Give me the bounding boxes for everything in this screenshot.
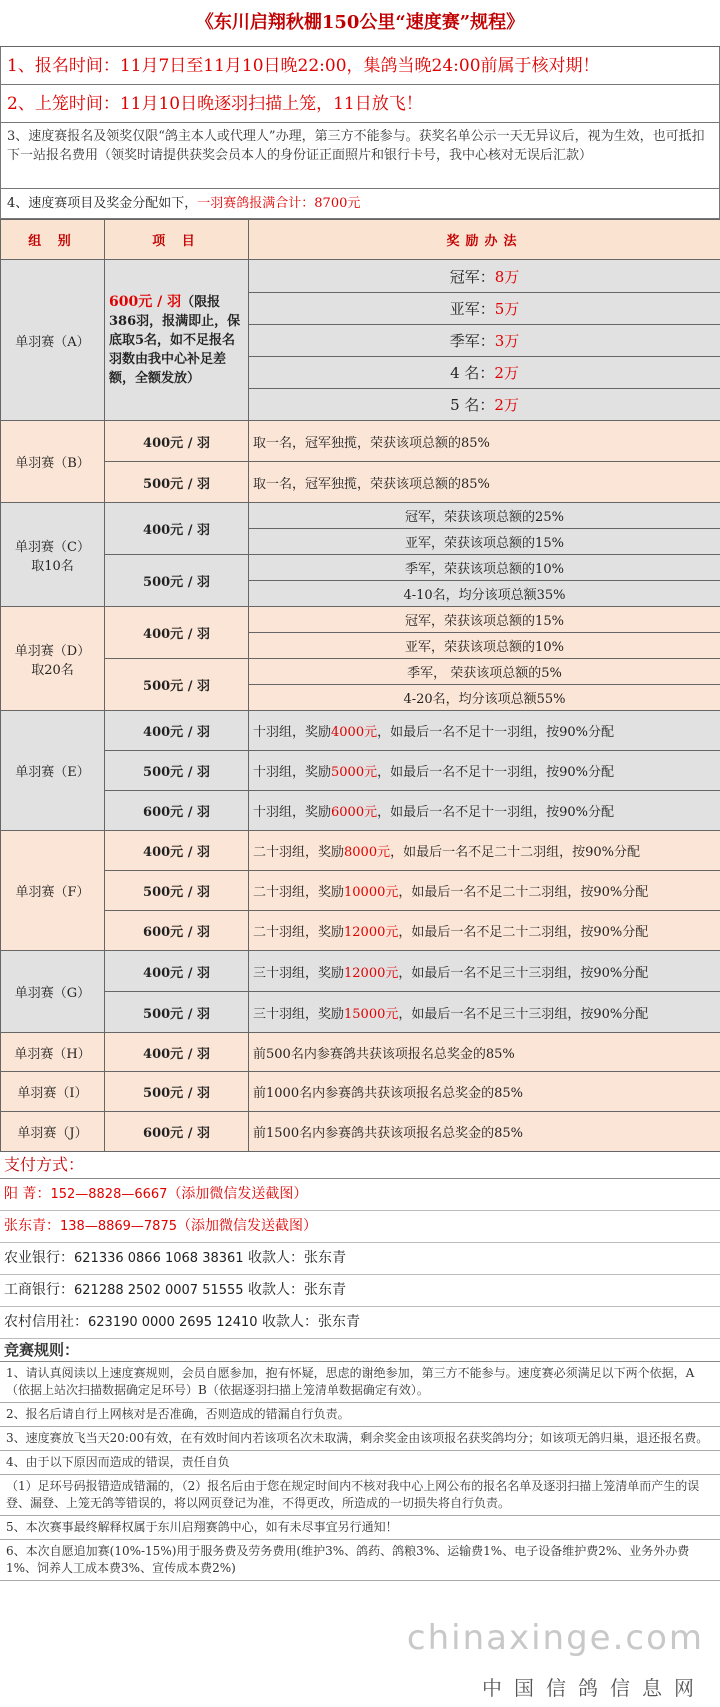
notice-registration-time: 1、报名时间：11月7日至11月10日晚22:00，集鸽当晚24:00前属于核对期！ xyxy=(0,47,720,85)
group-g-reward-1: 三十羽组，奖励12000元，如最后一名不足三十三羽组，按90%分配 xyxy=(249,951,720,992)
group-f-item-3: 600元 / 羽 xyxy=(105,911,249,951)
rule-1: 1、请认真阅读以上速度赛规则，会员自愿参加，抱有怀疑，思虑的谢绝参加，第三方不能参与。速度赛必须满足以下两个依据，A（依据上站次扫描数据确定足环号）B（依据逐羽扫描上笼清单数据确定有效）。 xyxy=(0,1362,720,1403)
rule-4-detail: （1）足环号码报错造成错漏的，（2）报名后由于您在规定时间内不核对我中心上网公布的报名名单及逐羽扫描上笼清单而产生的误登、漏登、上笼无鸽等错误的，将以网页登记为准，不得更改，所造成的一切损失将自行负责。 xyxy=(0,1475,720,1516)
payment-bank-1: 农业银行：621336 0866 1068 38361 收款人：张东青 xyxy=(0,1243,720,1275)
group-f-reward-3: 二十羽组，奖励12000元，如最后一名不足二十二羽组，按90%分配 xyxy=(249,911,720,951)
group-f-reward-2: 二十羽组，奖励10000元，如最后一名不足二十二羽组，按90%分配 xyxy=(249,871,720,911)
group-c-reward-3: 季军，荣获该项总额的10% xyxy=(249,555,720,581)
group-c-item-1: 400元 / 羽 xyxy=(105,503,249,555)
group-a-reward-5: 5 名：2万 xyxy=(249,389,720,421)
group-c-reward-1: 冠军，荣获该项总额的25% xyxy=(249,503,720,529)
watermark-cn: 中国信鸽信息网 xyxy=(482,1676,706,1700)
group-e-reward-3: 十羽组，奖励6000元，如最后一名不足十一羽组，按90%分配 xyxy=(249,791,720,831)
group-b-label: 单羽赛（B） xyxy=(1,421,105,503)
group-d-item-1: 400元 / 羽 xyxy=(105,607,249,659)
watermark-site: chinaxinge.com xyxy=(406,1618,704,1658)
group-g-label: 单羽赛（G） xyxy=(1,951,105,1033)
group-a-reward-2: 亚军：5万 xyxy=(249,293,720,325)
header-reward: 奖励办法 xyxy=(249,220,720,260)
group-d-label: 单羽赛（D） 取20名 xyxy=(1,607,105,711)
group-h-item: 400元 / 羽 xyxy=(105,1033,249,1072)
group-e-reward-1: 十羽组，奖励4000元，如最后一名不足十一羽组，按90%分配 xyxy=(249,711,720,751)
group-a-note: （限报386羽，报满即止，保底取5名，如不足报名羽数由我中心补足差额，全额发放） xyxy=(109,294,241,386)
group-a-label: 单羽赛（A） xyxy=(1,260,105,421)
group-b-item-2: 500元 / 羽 xyxy=(105,462,249,503)
group-h-reward: 前500名内参赛鸽共获该项报名总奖金的85% xyxy=(249,1033,720,1072)
group-f-label: 单羽赛（F） xyxy=(1,831,105,951)
group-i-reward: 前1000名内参赛鸽共获该项报名总奖金的85% xyxy=(249,1072,720,1112)
notice-prize-allocation xyxy=(0,189,720,219)
group-d-reward-1: 冠军，荣获该项总额的15% xyxy=(249,607,720,633)
group-a-reward-3: 季军：3万 xyxy=(249,325,720,357)
table-header-row xyxy=(1,220,720,260)
group-i-label: 单羽赛（I） xyxy=(1,1072,105,1112)
group-i-item: 500元 / 羽 xyxy=(105,1072,249,1112)
group-c-reward-2: 亚军，荣获该项总额的15% xyxy=(249,529,720,555)
group-a-item xyxy=(105,260,249,421)
group-d-reward-2: 亚军，荣获该项总额的10% xyxy=(249,633,720,659)
group-d-item-2: 500元 / 羽 xyxy=(105,659,249,711)
notice-prize-total: 一羽赛鸽报满合计：8700元 xyxy=(197,196,361,211)
page-title: 《东川启翔秋棚150公里“速度赛”规程》 xyxy=(0,0,720,47)
group-d-reward-4: 4-20名，均分该项总额55% xyxy=(249,685,720,711)
rules-title: 竞赛规则： xyxy=(0,1339,720,1362)
payment-bank-2: 工商银行：621288 2502 0007 51555 收款人：张东青 xyxy=(0,1275,720,1307)
group-a-reward-1: 冠军：8万 xyxy=(249,260,720,293)
group-b-reward-2: 取一名，冠军独揽，荣获该项总额的85% xyxy=(249,462,720,503)
group-g-item-1: 400元 / 羽 xyxy=(105,951,249,992)
notice-prize-allocation-prefix: 4、速度赛项目及奖金分配如下， xyxy=(7,196,198,211)
group-e-label: 单羽赛（E） xyxy=(1,711,105,831)
header-item: 项 目 xyxy=(105,220,249,260)
group-f-item-1: 400元 / 羽 xyxy=(105,831,249,871)
group-a-price: 600元 / 羽 xyxy=(109,293,182,310)
prize-table xyxy=(0,219,720,1152)
group-a-reward-4: 4 名：2万 xyxy=(249,357,720,389)
notice-prize-rules: 3、速度赛报名及领奖仅限“鸽主本人或代理人”办理，第三方不能参与。获奖名单公示一天无异议后，视为生效，也可抵扣下一站报名费用（领奖时请提供获奖会员本人的身份证正面照片和银行卡号，我中心核对无误后汇款） xyxy=(0,123,720,189)
header-group: 组 别 xyxy=(1,220,105,260)
group-h-label: 单羽赛（H） xyxy=(1,1033,105,1072)
group-b-reward-1: 取一名，冠军独揽，荣获该项总额的85% xyxy=(249,421,720,462)
group-e-item-3: 600元 / 羽 xyxy=(105,791,249,831)
group-c-reward-4: 4-10名，均分该项总额35% xyxy=(249,581,720,607)
group-d-reward-3: 季军， 荣获该项总额的5% xyxy=(249,659,720,685)
rules-section xyxy=(0,1339,720,1581)
group-g-item-2: 500元 / 羽 xyxy=(105,992,249,1033)
rule-4: 4、由于以下原因而造成的错误，责任自负 xyxy=(0,1451,720,1475)
payment-title: 支付方式： xyxy=(0,1152,720,1179)
group-c-label: 单羽赛（C） 取10名 xyxy=(1,503,105,607)
group-c-item-2: 500元 / 羽 xyxy=(105,555,249,607)
rule-5: 5、本次赛事最终解释权属于东川启翔赛鸽中心，如有未尽事宜另行通知！ xyxy=(0,1516,720,1540)
rule-6: 6、本次自愿追加赛(10%-15%)用于服务费及劳务费用(维护3%、鸽药、鸽粮3%、运输费1%、电子设备维护费2%、业务外办费1%、饲养人工成本费3%、宣传成本费2%) xyxy=(0,1540,720,1581)
group-f-reward-1: 二十羽组，奖励8000元，如最后一名不足二十二羽组，按90%分配 xyxy=(249,831,720,871)
group-j-item: 600元 / 羽 xyxy=(105,1112,249,1152)
payment-phone-1: 阳 菁：152—8828—6667（添加微信发送截图） xyxy=(0,1179,720,1211)
rule-2: 2、报名后请自行上网核对是否准确，否则造成的错漏自行负责。 xyxy=(0,1403,720,1427)
rule-3: 3、速度赛放飞当天20:00有效，在有效时间内若该项名次未取满，剩余奖金由该项报名获奖鸽均分；如该项无鸽归巢，退还报名费。 xyxy=(0,1427,720,1451)
payment-section xyxy=(0,1152,720,1339)
group-e-item-2: 500元 / 羽 xyxy=(105,751,249,791)
payment-bank-3: 农村信用社：623190 0000 2695 12410 收款人：张东青 xyxy=(0,1307,720,1339)
group-j-label: 单羽赛（J） xyxy=(1,1112,105,1152)
group-f-item-2: 500元 / 羽 xyxy=(105,871,249,911)
payment-phone-2: 张东青：138—8869—7875（添加微信发送截图） xyxy=(0,1211,720,1243)
group-j-reward: 前1500名内参赛鸽共获该项报名总奖金的85% xyxy=(249,1112,720,1152)
group-g-reward-2: 三十羽组，奖励15000元，如最后一名不足三十三羽组，按90%分配 xyxy=(249,992,720,1033)
group-e-reward-2: 十羽组，奖励5000元，如最后一名不足十一羽组，按90%分配 xyxy=(249,751,720,791)
group-b-item-1: 400元 / 羽 xyxy=(105,421,249,462)
group-e-item-1: 400元 / 羽 xyxy=(105,711,249,751)
notice-cage-time: 2、上笼时间：11月10日晚逐羽扫描上笼，11日放飞！ xyxy=(0,85,720,123)
